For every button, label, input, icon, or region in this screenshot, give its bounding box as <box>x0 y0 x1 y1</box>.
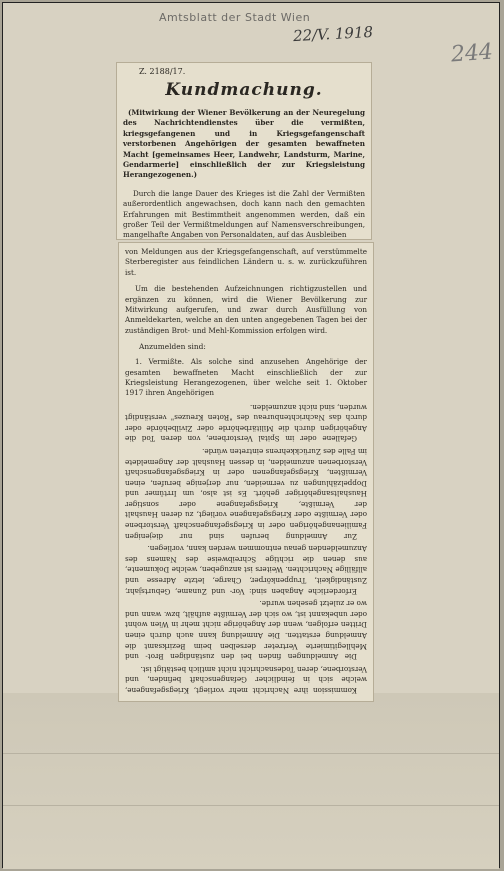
inverted-text-block <box>125 398 367 695</box>
handwritten-date: 22/V. 1918 <box>292 22 374 46</box>
inverted-paragraph: Die Anmeldungen finden bei den zuständigen Brot- und Mehllegitimierte Vertreter derselben beim Bezirksamt die Anmeldung erstatten. Die Anmeldung kann auch durch einen Dritten erfolgen, wenn der Angehörige nicht mehr in Wien wohnt oder unbekannt ist, wo sich der Vermißte aufhält, bzw. wann und wo er zuletzt gesehen wurde. <box>125 599 367 662</box>
section-label: Anzumelden sind: <box>139 342 206 352</box>
inverted-paragraph: Zur Anmeldung berufen sind nur diejenigen Familienangehörigen oder in Kriegsgefangenschaft Verstorbene oder Vermißte oder Kriegsgefangene vorliegt, zu deren Haushalt der Vermißte, Kriegsgefangene oder sonstiger Haushaltsangehöriger gehört. Es ist also, um Irrtümer und Doppelzählungen zu vermeiden, nur derjenige berufen, einen Vermißten, Kriegsgefangenen oder in Kriegsgefangenschaft Verstorbenen anzumelden, in dessen Haushalt der Angemeldete im Falle des Zurückkehrens eintreten würde. <box>125 446 367 541</box>
clipping-main <box>119 243 373 701</box>
paragraph-intro: Durch die lange Dauer des Krieges ist die Zahl der Vermißten außerordentlich angewachsen, doch kann nach den gemachten Erfahrungen mit Bestimmtheit angenommen werden, daß ein großer Teil der Vermißtmeldungen auf Namensverschreibungen, mangelhafte Angaben von Personaldaten, auf das Ausbleiben <box>123 188 365 240</box>
paragraph-intro-continued: von Meldungen aus der Kriegsgefangenschaft, auf verstümmelte Sterberegister aus feindlichen Ländern u. s. w. zurückzuführen ist. <box>125 247 367 277</box>
fold-crease <box>3 805 499 806</box>
item-vermisste: 1. Vermißte. Als solche sind anzusehen Angehörige der gesamten bewaffneten Macht einschließlich der zur Kriegsleistung Herangezogenen, über welche seit 1. Oktober 1917 ihren Angehörigen <box>125 357 367 398</box>
inverted-paragraph: Kommission ihre Nachricht mehr vorliegt, Kriegsgefangene, welche sich in feindlicher Gefangenschaft befinden, und Verstorbene, deren Todesnachricht nicht amtlich bestätigt ist. <box>125 664 367 695</box>
clipping-top <box>117 63 371 239</box>
notice-title: Kundmachung. <box>165 80 323 100</box>
paragraph-call: Um die bestehenden Aufzeichnungen richtigzustellen und ergänzen zu können, wird die Wiener Bevölkerung zur Mitwirkung aufgerufen, und zwar durch Ausfüllung von Anmeldekarten, welche an den unten angegebenen Tagen bei der zuständigen Brot- und Mehl-Kommission erfolgen wird. <box>125 284 367 335</box>
fold-crease <box>3 753 499 754</box>
archive-page <box>2 2 500 868</box>
inverted-paragraph: Gefallene oder im Spital Verstorbene, von deren Tod die Angehörigen durch die Militärbehörde oder Zivilbehörde oder durch das Nachrichtenbureau des "Roten Kreuzes" verständigt wurden, sind nicht anzumelden. <box>125 402 367 444</box>
newspaper-header: Amtsblatt der Stadt Wien <box>159 11 311 24</box>
inverted-paragraph: Erforderliche Angaben sind: Vor- und Zuname, Geburtsjahr, Zuständigkeit, Truppenkörper, Charge, letzte Adresse und allfällige Nachrichten. Weiters ist anzugeben, welche Dokumente, aus denen die richtige Schreibweise des Namens des Anzumeldenden genau entnommen werden kann, vorliegen. <box>125 544 367 596</box>
folded-paper-bottom <box>3 693 499 869</box>
document-number: Z. 2188/17. <box>139 67 186 76</box>
folio-number: 244 <box>450 39 494 68</box>
notice-subtitle: (Mitwirkung der Wiener Bevölkerung an der Neuregelung des Nachrichtendienstes über die vermißten, kriegsgefangenen und in Kriegsgefangenschaft verstorbenen Angehörigen der gesamten bewaffneten Macht [gemeinsames Heer, Landwehr, Landsturm, Marine, Gendarmerie] einschließlich der zur Kriegsleistung Herangezogenen.) <box>123 108 365 180</box>
